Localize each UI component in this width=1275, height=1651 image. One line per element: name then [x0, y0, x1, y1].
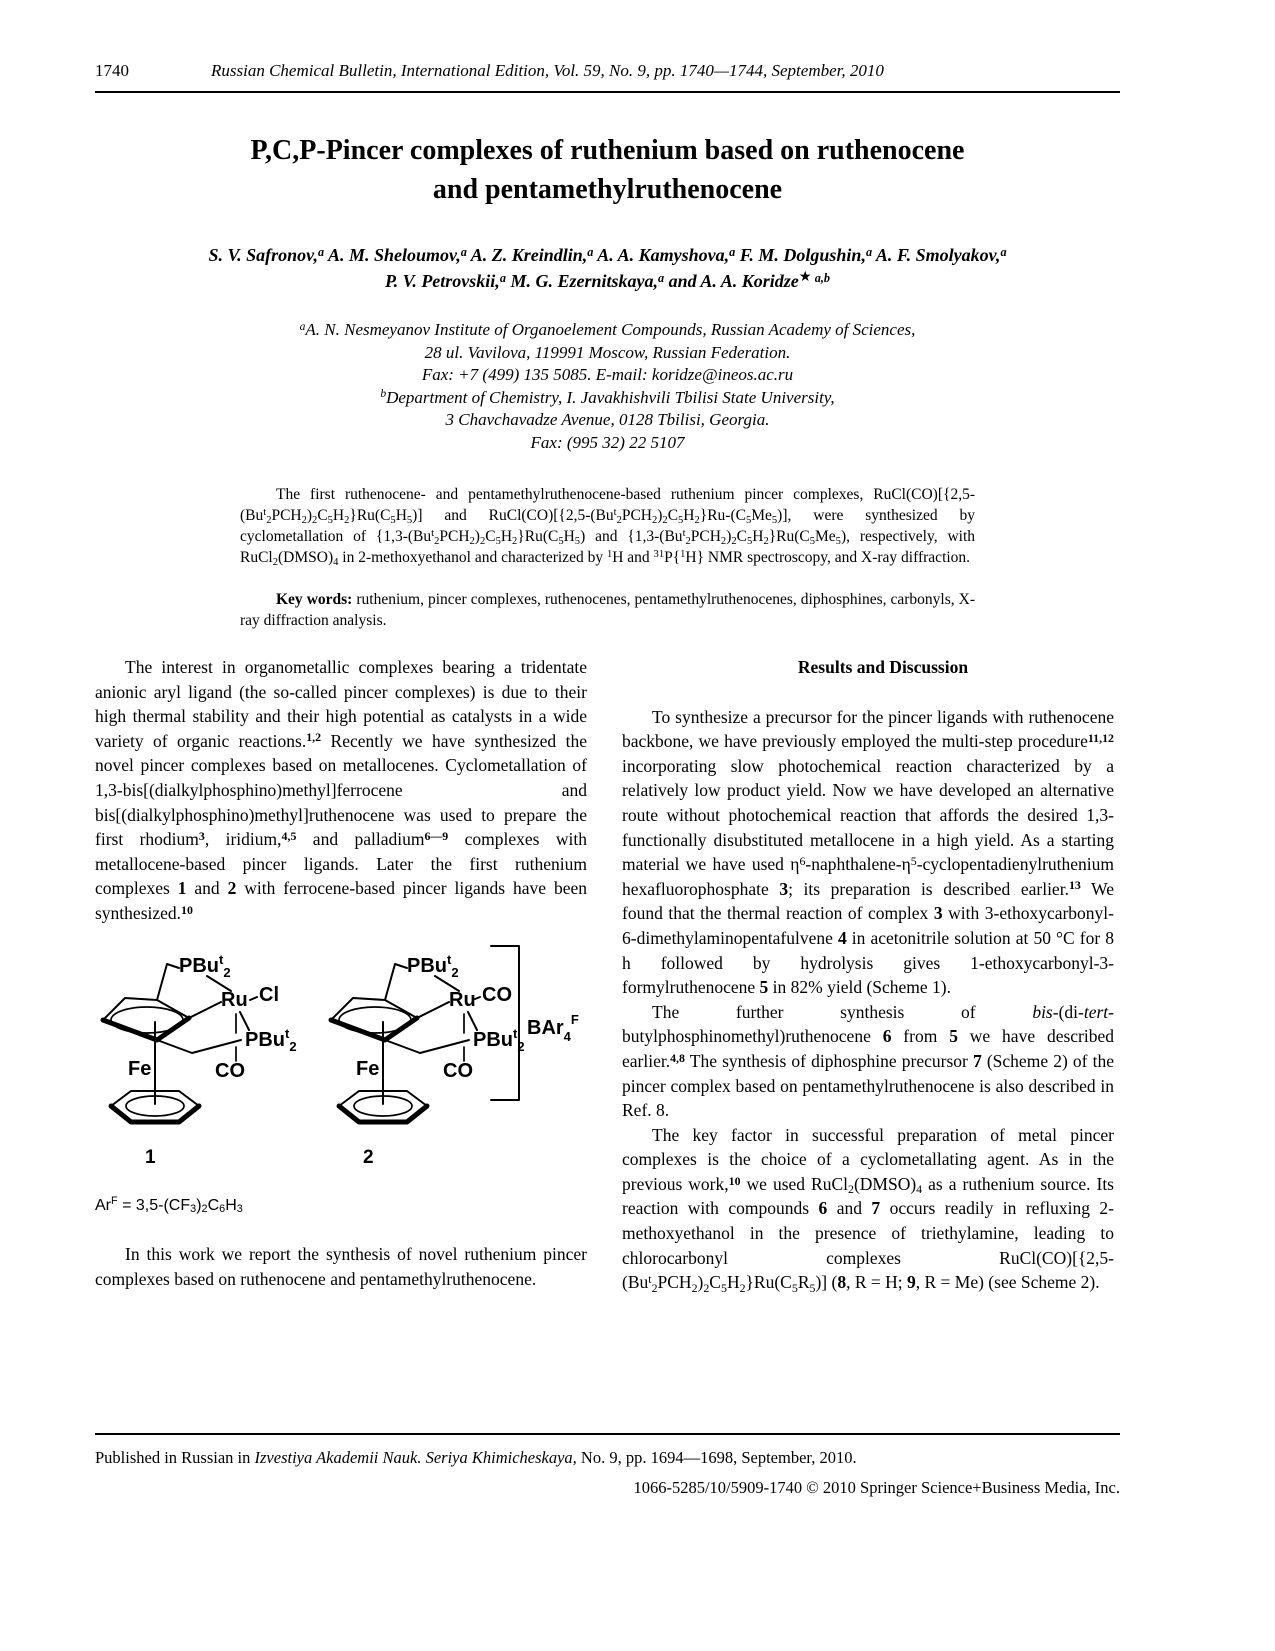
affiliation-line-5: 3 Chavchavadze Avenue, 0128 Tbilisi, Georgia. — [445, 410, 770, 429]
affiliation-line-3: Fax: +7 (499) 135 5085. E-mail: koridze@ineos.ac.ru — [421, 365, 794, 384]
affiliation-line-1: $^a$A. N. Nesmeyanov Institute of Organoelement Compounds, Russian Academy of Sciences, — [299, 319, 916, 339]
keywords: Key words: ruthenium, pincer complexes, ruthenocenes, pentamethylruthenocenes, diphosphines, carbonyls, X-ray diffraction analysis. — [240, 591, 975, 629]
article-title-line-2: and pentamethylruthenocene — [432, 174, 783, 205]
affiliation-line-6: Fax: (995 32) 22 5107 — [530, 432, 685, 452]
footer-published-line: Published in Russian in Izvestiya Akademii Nauk. Seriya Khimicheskaya, No. 9, pp. 1694—1698, September, 2010. — [95, 1448, 857, 1467]
ru-co-top-bond — [475, 997, 480, 999]
structure-1-drawing — [95, 934, 355, 1166]
cl-label: Cl — [259, 983, 279, 1006]
ru-cl-bond — [250, 997, 257, 1000]
page-footer — [95, 1433, 1120, 1499]
page-number: 1740 — [95, 61, 129, 80]
structure-2-drawing — [323, 934, 593, 1166]
article-title-line-1: P,C,P-Pincer complexes of ruthenium based on ruthenocene — [250, 135, 965, 166]
results-paragraph-3: The key factor in successful preparation of metal pincer complexes is the choice of a cyclometallating agent. As in the previous work,$^{10}$ we used $RuCl_2(DMSO)_4$ as a ruthenium source. Its reaction with compounds 6 and 7 occurs readily in refluxing 2-methoxyethanol in the presence of triethylamine, leading to chlorocarbonyl complexes $RuCl(CO)[\{2,5-(Bu^t_2PCH_2)_2C_5H_2\}Ru(C_5R_5)]$ (8, R = H; 9, R = Me) (see Scheme 2). — [622, 1124, 1114, 1295]
running-header — [95, 0, 1120, 82]
abstract: The first ruthenocene- and pentamethylruthenocene-based ruthenium pincer complexes, $RuCl(CO)[\{2,5-(Bu^t_2PCH_2)_2C_5H_2\}Ru(C_5H_5)]$ and $RuCl(CO)[\{2,5-(Bu^t_2PCH_2)_2C_5H_2\}Ru-(C_5Me_5)]$, were synthesized by cyclometallation of $\{1,3-(Bu^t_2PCH_2)_2C_5H_2\}Ru(C_5H_5)$ and $\{1,3-(Bu^t_2PCH_2)_2C_5H_2\}Ru(C_5Me_5)$, respectively, with $RuCl_2(DMSO)_4$ in 2-methoxyethanol and characterized by $^1$H and $^{31}$P{$^1$H} NMR spectroscopy, and X-ray diffraction. — [240, 486, 975, 568]
authors-line-1: S. V. Safronov,$^a$ A. M. Sheloumov,$^a$ A. Z. Kreindlin,$^a$ A. A. Kamyshova,$^a$ F. M. Dolgushin,$^a$ A. F. Smolyakov,$^a$ — [208, 244, 1007, 265]
right-column — [622, 655, 1114, 1295]
arf-definition: $Ar^F = 3,5-(CF_3)_2C_6H_3$ — [95, 1195, 243, 1216]
two-column-body — [95, 655, 1120, 1295]
co-label-top: CO — [482, 983, 512, 1006]
results-heading: Results and Discussion — [797, 657, 969, 677]
results-paragraph-2: The further synthesis of bis-(di-tert-butylphosphinomethyl)ruthenocene 6 from 5 we have described earlier.$^{4,8}$ The synthesis of diphosphine precursor 7 (Scheme 2) of the pincer complex based on pentamethylruthenocene is also described in Ref. 8. — [622, 1001, 1114, 1121]
left-column — [95, 655, 587, 1295]
barf-counterion-label: BAr$_4^F$ — [527, 1011, 579, 1044]
complexes-figure — [95, 934, 587, 1178]
counterion-bracket — [491, 946, 519, 1100]
results-paragraph-1: To synthesize a precursor for the pincer ligands with ruthenocene backbone, we have previously employed the multi-step procedure$^{11,12}$ incorporating slow photochemical reaction characterized by a relatively low product yield. Now we have developed an alternative route without photochemical reaction that affords the desired 1,3-functionally disubstituted metallocene in a high yield. As a starting material we have used $\eta^6-naphthalene-\eta^5$-cyclopentadienylruthenium hexafluorophosphate 3; its preparation is described earlier.$^{13}$ We found that the thermal reaction of complex 3 with 3-ethoxycarbonyl-6-dimethylaminopentafulvene 4 in acetonitrile solution at 50 °C for 8 h followed by hydrolysis gives 1-ethoxycarbonyl-3-formylruthenocene 5 in 82% yield (Scheme 1). — [622, 706, 1115, 998]
authors-line-2: P. V. Petrovskii,$^a$ M. G. Ezernitskaya,$^a$ and A. A. Koridze★ $^{a,b}$ — [384, 268, 831, 291]
affiliation-line-4: $^b$Department of Chemistry, I. Javakhishvili Tbilisi State University, — [380, 387, 835, 407]
body-paragraph-1: The interest in organometallic complexes bearing a tridentate anionic aryl ligand (the so-called pincer complexes) is due to their high thermal stability and their high potential as catalysts in a wide variety of organic reactions.$^{1,2}$ Recently we have synthesized the novel pincer complexes based on metallocenes. Cyclometallation of 1,3-bis[(dialkylphosphino)methyl]ferrocene and bis[(dialkylphosphino)methyl]ruthenocene was used to prepare the first rhodium$^3$, iridium,$^{4,5}$ and palladium$^{6—9}$ complexes with metallocene-based pincer ligands. Later the first ruthenium complexes 1 and 2 with ferrocene-based pincer ligands have been synthesized.$^{10}$ — [95, 657, 587, 923]
structure-1-number: 1 — [145, 1146, 156, 1168]
affiliation-line-2: 28 ul. Vavilova, 119991 Moscow, Russian Federation. — [424, 342, 791, 362]
footer-copyright-line: 1066-5285/10/5909-1740 © 2010 Springer Science+Business Media, Inc. — [633, 1478, 1120, 1497]
affiliations — [95, 319, 1120, 454]
header-rule — [95, 91, 1120, 93]
journal-line: Russian Chemical Bulletin, International Edition, Vol. 59, No. 9, pp. 1740—1744, September, 2010 — [211, 61, 884, 80]
body-paragraph-2: In this work we report the synthesis of novel ruthenium pincer complexes based on ruthenocene and pentamethylruthenocene. — [95, 1244, 587, 1289]
author-list — [95, 242, 1120, 294]
article-title — [95, 131, 1120, 209]
structure-2-number: 2 — [363, 1146, 374, 1168]
page-content — [95, 0, 1120, 1295]
